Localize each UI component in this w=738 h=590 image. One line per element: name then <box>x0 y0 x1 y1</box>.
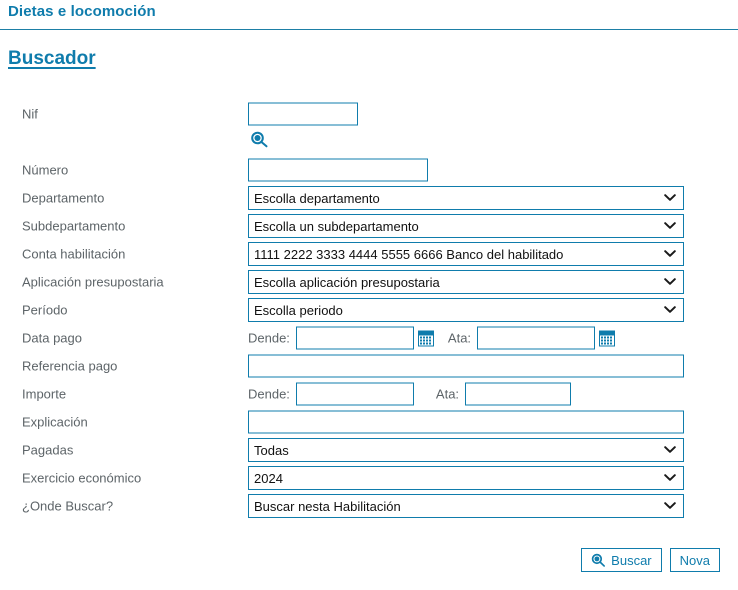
label-importe: Importe <box>22 386 67 402</box>
form-row-numero <box>0 156 738 184</box>
new-button-label: Nova <box>679 552 710 568</box>
field-referencia-pago <box>248 355 684 378</box>
pagadas-select[interactable] <box>248 438 684 462</box>
label-departamento: Departamento <box>22 190 105 206</box>
conta-habilitacion-select[interactable] <box>248 242 684 266</box>
search-button[interactable] <box>581 548 661 572</box>
section-title-buscador[interactable]: Buscador <box>8 48 96 69</box>
form-row-subdepartamento <box>0 212 738 240</box>
label-data-pago-dende: Dende: <box>248 330 290 346</box>
page-title: Dietas e locomoción <box>8 3 156 20</box>
field-data-pago <box>248 327 615 350</box>
field-onde-buscar <box>248 494 684 518</box>
label-numero: Número <box>22 162 69 178</box>
label-importe-ata: Ata: <box>435 386 460 402</box>
form-row-nif <box>0 100 738 128</box>
nif-lookup-button[interactable] <box>250 131 270 149</box>
form-row-referencia-pago <box>0 352 738 380</box>
numero-input[interactable] <box>248 159 428 182</box>
calendar-icon[interactable] <box>599 330 615 346</box>
periodo-select[interactable] <box>248 298 684 322</box>
label-conta-habilitacion: Conta habilitación <box>22 246 126 262</box>
field-numero <box>248 159 428 182</box>
onde-buscar-select[interactable] <box>248 494 684 518</box>
form-row-data-pago <box>0 324 738 352</box>
departamento-select[interactable] <box>248 186 684 210</box>
new-button[interactable] <box>670 548 720 572</box>
field-aplicacion-presupostaria <box>248 270 684 294</box>
form-row-periodo <box>0 296 738 324</box>
label-aplicacion-presupostaria: Aplicación presupostaria <box>22 274 164 290</box>
nif-input[interactable] <box>248 103 358 126</box>
field-subdepartamento <box>248 214 684 238</box>
search-form <box>0 100 738 520</box>
field-departamento <box>248 186 684 210</box>
label-pagadas: Pagadas <box>22 442 74 458</box>
importe-to-input[interactable] <box>465 383 571 406</box>
label-explicacion: Explicación <box>22 414 88 430</box>
form-row-conta-habilitacion <box>0 240 738 268</box>
form-row-onde-buscar <box>0 492 738 520</box>
field-periodo <box>248 298 684 322</box>
exercicio-economico-select[interactable] <box>248 466 684 490</box>
field-explicacion <box>248 411 684 434</box>
label-subdepartamento: Subdepartamento <box>22 218 126 234</box>
field-exercicio-economico <box>248 466 684 490</box>
form-row-exercicio-economico <box>0 464 738 492</box>
search-button-label: Buscar <box>611 552 652 568</box>
header-divider <box>0 29 738 30</box>
field-importe <box>248 383 571 406</box>
label-importe-dende: Dende: <box>248 386 290 402</box>
data-pago-to-input[interactable] <box>477 327 595 350</box>
data-pago-from-input[interactable] <box>296 327 414 350</box>
form-row-importe <box>0 380 738 408</box>
label-periodo: Período <box>22 302 68 318</box>
form-row-nif-lookup <box>0 128 738 156</box>
search-icon <box>591 553 606 568</box>
field-nif <box>248 103 358 126</box>
referencia-pago-input[interactable] <box>248 355 684 378</box>
importe-from-input[interactable] <box>296 383 414 406</box>
form-row-explicacion <box>0 408 738 436</box>
field-conta-habilitacion <box>248 242 684 266</box>
label-data-pago: Data pago <box>22 330 82 346</box>
label-exercicio-economico: Exercicio económico <box>22 470 142 486</box>
label-referencia-pago: Referencia pago <box>22 358 118 374</box>
calendar-icon[interactable] <box>418 330 434 346</box>
form-row-departamento <box>0 184 738 212</box>
label-onde-buscar: ¿Onde Buscar? <box>22 498 114 514</box>
label-data-pago-ata: Ata: <box>447 330 472 346</box>
aplicacion-presupostaria-select[interactable] <box>248 270 684 294</box>
field-pagadas <box>248 438 684 462</box>
form-actions <box>581 548 720 572</box>
explicacion-input[interactable] <box>248 411 684 434</box>
label-nif: Nif <box>22 106 38 122</box>
form-row-aplicacion-presupostaria <box>0 268 738 296</box>
subdepartamento-select[interactable] <box>248 214 684 238</box>
form-row-pagadas <box>0 436 738 464</box>
